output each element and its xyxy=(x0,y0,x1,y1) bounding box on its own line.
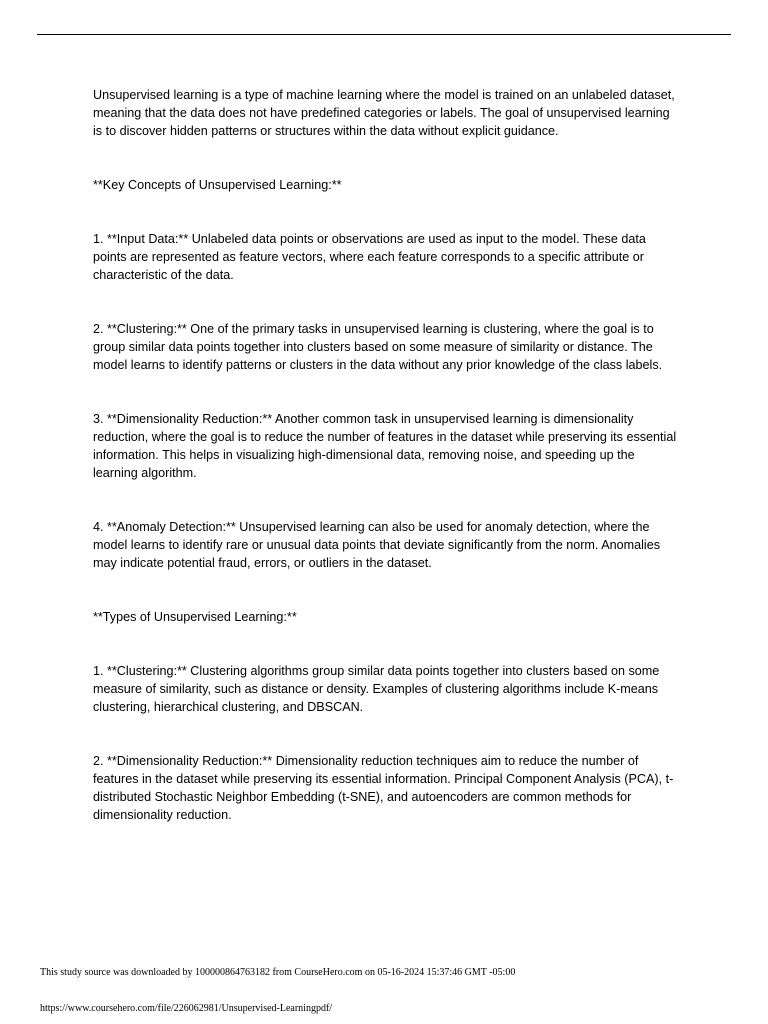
concept-anomaly-detection: 4. **Anomaly Detection:** Unsupervised learning can also be used for anomaly detection, where the model learns to identify rare or unusual data points that deviate significantly from the norm. Anomalies may indicate potential fraud, errors, or outliers in the dataset. xyxy=(93,520,661,570)
key-concepts-heading: **Key Concepts of Unsupervised Learning:** xyxy=(93,178,342,192)
source-url[interactable]: https://www.coursehero.com/file/226062981/Unsupervised-Learningpdf/ xyxy=(40,1003,333,1014)
concept-clustering: 2. **Clustering:** One of the primary tasks in unsupervised learning is clustering, where the goal is to group similar data points together into clusters based on some measure of similarity or distance. The model learns to identify patterns or clusters in the data without any prior knowledge of the class labels. xyxy=(93,322,663,372)
concept-input-data: 1. **Input Data:** Unlabeled data points or observations are used as input to the model. These data points are represented as feature vectors, where each feature corresponds to a specific attribute or characteristic of the data. xyxy=(93,232,646,282)
types-heading: **Types of Unsupervised Learning:** xyxy=(93,610,297,624)
type-clustering: 1. **Clustering:** Clustering algorithms group similar data points together into clusters based on some measure of similarity, such as distance or density. Examples of clustering algorithms include K-means clustering, hierarchical clustering, and DBSCAN. xyxy=(93,664,660,714)
type-dimensionality-reduction: 2. **Dimensionality Reduction:** Dimensionality reduction techniques aim to reduce the number of features in the dataset while preserving its essential information. Principal Component Analysis (PCA), t-distributed Stochastic Neighbor Embedding (t-SNE), and autoencoders are common methods for dimensionality reduction. xyxy=(93,754,674,822)
intro-paragraph: Unsupervised learning is a type of machine learning where the model is trained on an unlabeled dataset, meaning that the data does not have predefined categories or labels. The goal of unsupervised learning is to discover hidden patterns or structures within the data without explicit guidance. xyxy=(93,88,675,138)
concept-dimensionality-reduction: 3. **Dimensionality Reduction:** Another common task in unsupervised learning is dimensionality reduction, where the goal is to reduce the number of features in the dataset while preserving its essential information. This helps in visualizing high-dimensional data, removing noise, and speeding up the learning algorithm. xyxy=(93,412,677,480)
document-body xyxy=(93,86,677,860)
header-divider xyxy=(37,34,731,35)
download-source-note: This study source was downloaded by 100000864763182 from CourseHero.com on 05-16-2024 15:37:46 GMT -05:00 xyxy=(40,967,516,978)
